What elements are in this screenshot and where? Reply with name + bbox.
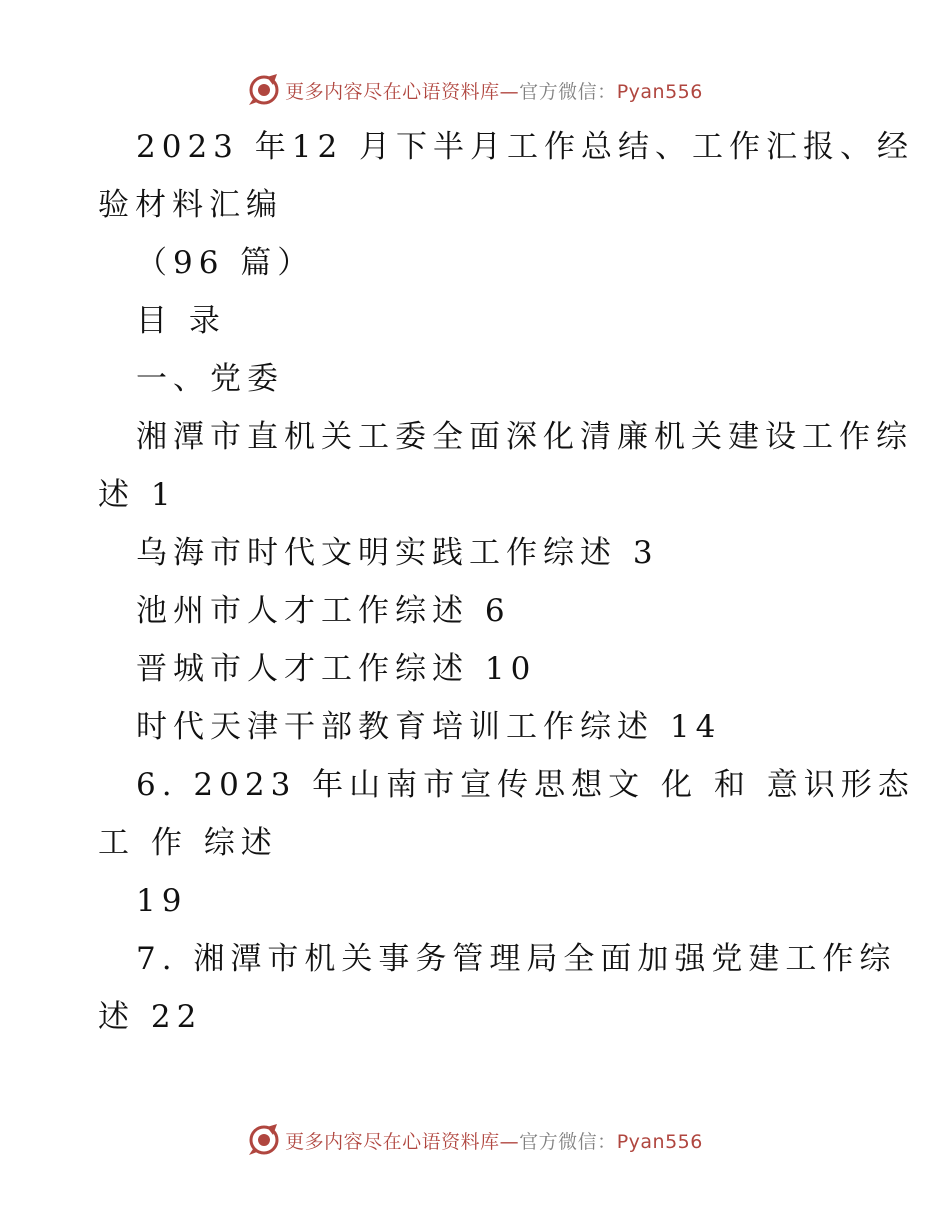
document-line: 一、党委 [136,361,284,397]
watermark-label: 官方微信： [519,80,617,103]
watermark-account: Pyan556 [616,1130,703,1153]
document-line: 池州市人才工作综述 6 [136,593,511,629]
document-line: 湘潭市直机关工委全面深化清廉机关建设工作综 [136,419,913,455]
document-line: 乌海市时代文明实践工作综述 3 [136,535,659,571]
document-line: 6. 2023 年山南市宣传思想文 化 和 意识形态 [136,767,915,803]
watermark-main-text: 更多内容尽在心语资料库 [285,80,500,103]
document-line: 7. 湘潭市机关事务管理局全面加强党建工作综 [136,941,897,977]
document-line: 述 1 [98,477,177,513]
document-line: 晋城市人才工作综述 10 [136,651,537,687]
brand-logo-icon [247,73,281,107]
watermark-label: 官方微信： [519,1130,617,1153]
document-line: 验材料汇编 [98,187,283,223]
document-line: （96 篇） [136,245,315,281]
document-line: 述 22 [98,999,203,1035]
document-line: 2023 年12 月下半月工作总结、工作汇报、经 [136,129,915,165]
document-line: 19 [136,883,188,919]
document-line: 工 作 综述 [98,825,278,861]
header-watermark [0,70,950,110]
document-line: 目 录 [136,303,226,339]
document-line: 时代天津干部教育培训工作综述 14 [136,709,722,745]
document-body [0,118,950,1046]
watermark-account: Pyan556 [616,80,703,103]
watermark-dash: — [499,80,520,103]
watermark-main-text: 更多内容尽在心语资料库 [285,1130,500,1153]
footer-watermark [0,1120,950,1160]
watermark-dash: — [499,1130,520,1153]
brand-logo-icon [247,1123,281,1157]
